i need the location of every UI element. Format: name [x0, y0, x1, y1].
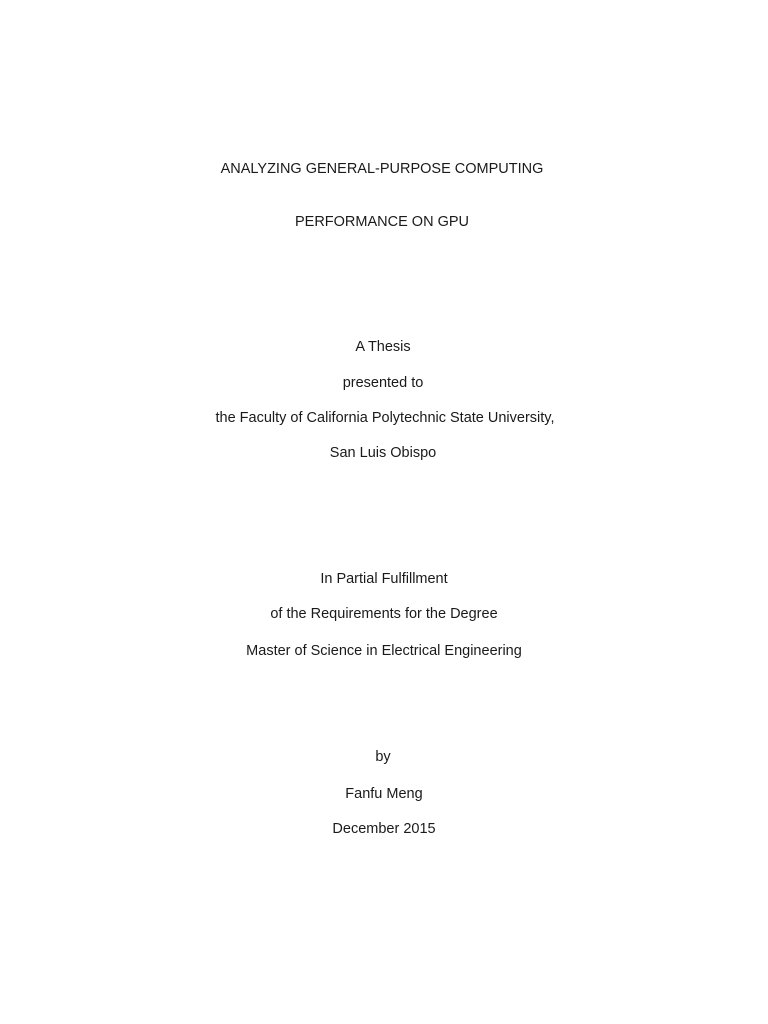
faculty-text: the Faculty of California Polytechnic State University,: [215, 410, 555, 426]
location-text: San Luis Obispo: [329, 445, 437, 461]
by-text: by: [375, 749, 391, 765]
thesis-title-line-2: PERFORMANCE ON GPU: [294, 214, 469, 230]
presented-to-text: presented to: [342, 375, 424, 391]
requirements-text: of the Requirements for the Degree: [270, 606, 498, 622]
author-name: Fanfu Meng: [345, 786, 423, 802]
thesis-title-line-1: ANALYZING GENERAL-PURPOSE COMPUTING: [220, 161, 544, 177]
submission-date: December 2015: [332, 821, 436, 837]
degree-name: Master of Science in Electrical Engineering: [246, 643, 522, 659]
document-type: A Thesis: [355, 339, 411, 355]
fulfillment-text: In Partial Fulfillment: [320, 571, 448, 587]
